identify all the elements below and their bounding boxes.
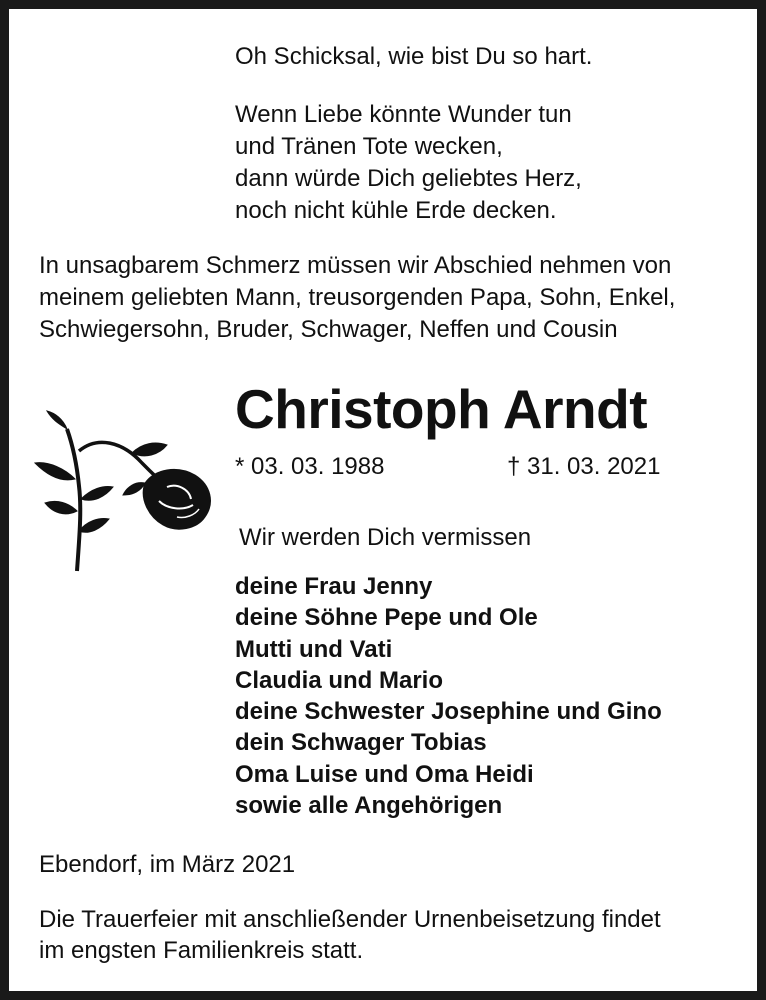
intro-line: meinem geliebten Mann, treusorgenden Papa, Sohn, Enkel,	[39, 284, 676, 311]
list-item: Oma Luise und Oma Heidi	[235, 760, 534, 788]
poem-line: Wenn Liebe könnte Wunder tun	[235, 101, 572, 128]
list-item: deine Söhne Pepe und Ole	[235, 604, 538, 632]
poem-verse	[235, 99, 582, 227]
closing-line: im engsten Familienkreis statt.	[39, 937, 364, 964]
rose-icon	[27, 391, 217, 591]
list-item: deine Frau Jenny	[235, 573, 433, 600]
closing-text	[39, 904, 661, 966]
poem-line: Oh Schicksal, wie bist Du so hart.	[235, 43, 593, 70]
deceased-name: Christoph Arndt	[235, 378, 648, 440]
death-date: † 31. 03. 2021	[507, 453, 661, 480]
birth-date: * 03. 03. 1988	[235, 453, 385, 480]
miss-text: Wir werden Dich vermissen	[239, 524, 532, 551]
poem-line: dann würde Dich geliebtes Herz,	[235, 165, 582, 192]
list-item: dein Schwager Tobias	[235, 729, 487, 757]
poem-opening-line	[235, 41, 592, 73]
intro-line: Schwiegersohn, Bruder, Schwager, Neffen und Cousin	[39, 316, 618, 343]
intro-text	[39, 250, 675, 346]
list-item: Claudia und Mario	[235, 666, 444, 694]
list-item: deine Schwester Josephine und Gino	[235, 698, 662, 726]
poem-line: und Tränen Tote wecken,	[235, 133, 503, 160]
obituary-notice	[9, 9, 757, 991]
closing-line: Die Trauerfeier mit anschließender Urnenbeisetzung findet	[39, 906, 661, 933]
list-item: sowie alle Angehörigen	[235, 792, 503, 820]
family-list	[235, 571, 662, 821]
place-date: Ebendorf, im März 2021	[39, 851, 296, 878]
list-item: Mutti und Vati	[235, 635, 393, 663]
intro-line: In unsagbarem Schmerz müssen wir Abschied nehmen von	[39, 252, 672, 279]
poem-line: noch nicht kühle Erde decken.	[235, 197, 557, 224]
